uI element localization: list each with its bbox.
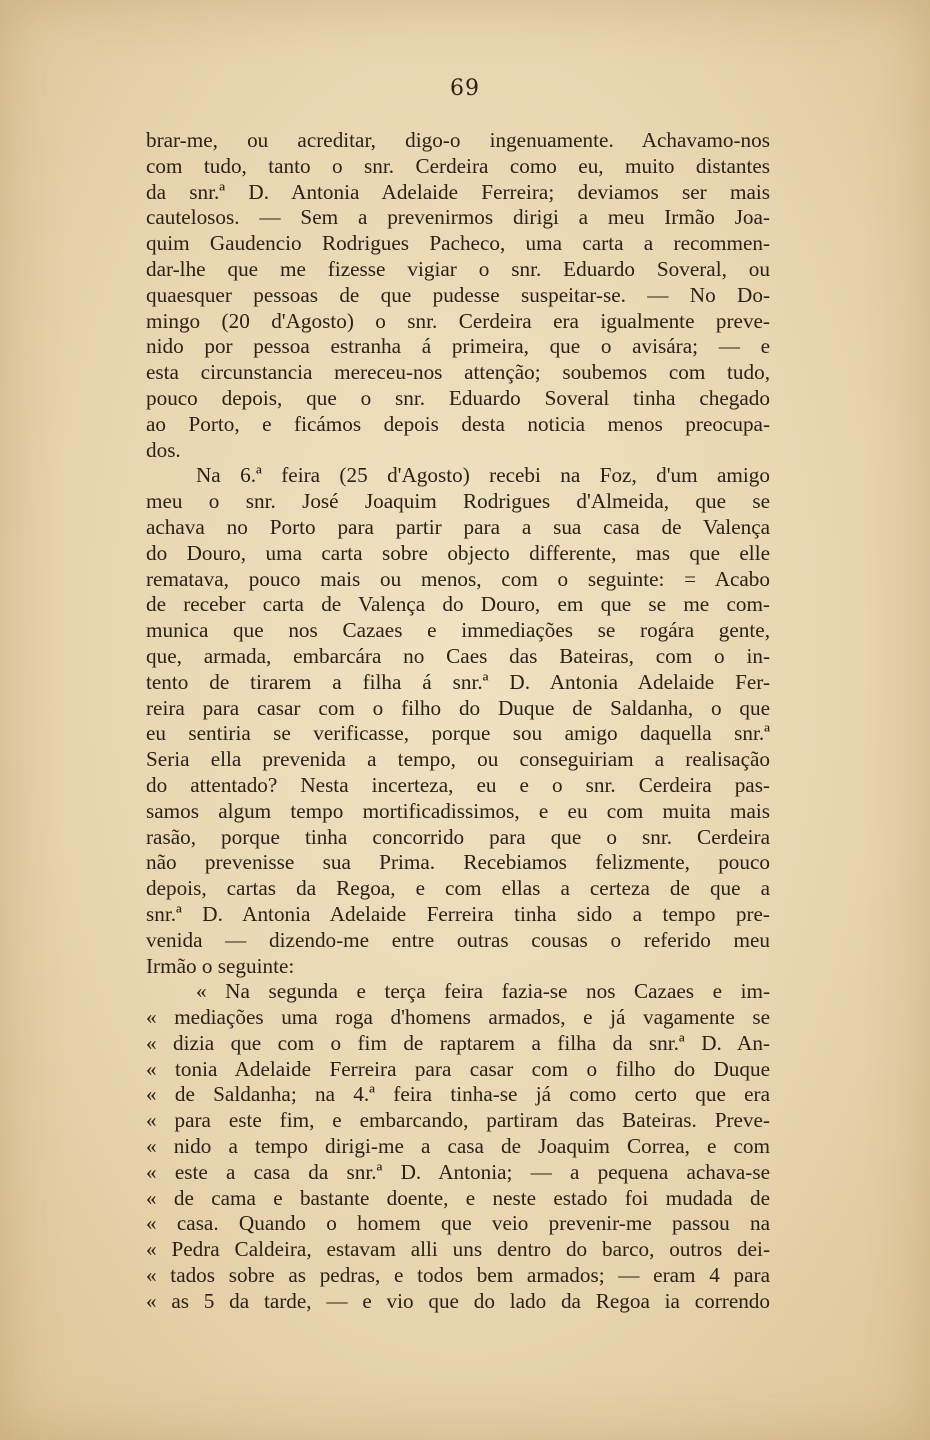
- text-line: ao Porto, e ficámos depois desta noticia menos preocupa-: [146, 411, 770, 436]
- text-line: « Na segunda e terça feira fazia-se nos Cazaes e im-: [196, 979, 770, 1004]
- text-line: esta circunstancia mereceu-nos attenção; soubemos com tudo,: [146, 360, 770, 385]
- text-line: « de cama e bastante doente, e neste estado foi mudada de: [146, 1185, 770, 1210]
- text-line: Irmão o seguinte:: [146, 953, 295, 978]
- page-number: 69: [450, 76, 480, 101]
- text-line: « dizia que com o fim de raptarem a filha da snr.ª D. An-: [146, 1030, 770, 1055]
- text-line: snr.ª D. Antonia Adelaide Ferreira tinha sido a tempo pre-: [146, 901, 770, 926]
- text-line: pouco depois, que o snr. Eduardo Soveral tinha chegado: [146, 385, 770, 410]
- text-line: « Pedra Caldeira, estavam alli uns dentro do barco, outros dei-: [146, 1237, 770, 1262]
- text-line: de receber carta de Valença do Douro, em que se me com-: [146, 592, 770, 617]
- text-line: com tudo, tanto o snr. Cerdeira como eu, muito distantes: [146, 153, 770, 178]
- text-line: venida — dizendo-me entre outras cousas o referido meu: [146, 927, 770, 952]
- text-line: do Douro, uma carta sobre objecto differente, mas que elle: [146, 540, 770, 565]
- text-line: « tonia Adelaide Ferreira para casar com o filho do Duque: [146, 1056, 770, 1081]
- text-line: tento de tirarem a filha á snr.ª D. Antonia Adelaide Fer-: [146, 669, 770, 694]
- text-line: quim Gaudencio Rodrigues Pacheco, uma carta a recommen-: [146, 231, 770, 256]
- text-line: Seria ella prevenida a tempo, ou conseguiriam a realisação: [146, 747, 770, 772]
- text-line: dos.: [146, 437, 181, 462]
- text-line: do attentado? Nesta incerteza, eu e o snr. Cerdeira pas-: [146, 772, 770, 797]
- text-line: munica que nos Cazaes e immediações se rogára gente,: [146, 618, 770, 643]
- body-text: [146, 128, 770, 1315]
- text-line: mingo (20 d'Agosto) o snr. Cerdeira era igualmente preve-: [146, 308, 770, 333]
- text-line: « de Saldanha; na 4.ª feira tinha-se já como certo que era: [146, 1082, 770, 1107]
- text-line: rematava, pouco mais ou menos, com o seguinte: = Acabo: [146, 566, 770, 591]
- text-line: « casa. Quando o homem que veio prevenir-me passou na: [146, 1211, 770, 1236]
- text-line: reira para casar com o filho do Duque de Saldanha, o que: [146, 695, 770, 720]
- text-line: brar-me, ou acreditar, digo-o ingenuamente. Achavamo-nos: [146, 128, 770, 152]
- text-line: Na 6.ª feira (25 d'Agosto) recebi na Foz, d'um amigo: [196, 463, 770, 488]
- text-line: « tados sobre as pedras, e todos bem armados; — eram 4 para: [146, 1263, 770, 1288]
- text-line: que, armada, embarcára no Caes das Bateiras, com o in-: [146, 643, 770, 668]
- text-line: nido por pessoa estranha á primeira, que o avisára; — e: [146, 334, 770, 359]
- text-line: meu o snr. José Joaquim Rodrigues d'Almeida, que se: [146, 489, 770, 514]
- text-line: cautelosos. — Sem a prevenirmos dirigi a meu Irmão Joa-: [146, 205, 770, 230]
- text-line: rasão, porque tinha concorrido para que o snr. Cerdeira: [146, 824, 770, 849]
- text-line: da snr.ª D. Antonia Adelaide Ferreira; deviamos ser mais: [146, 179, 770, 204]
- text-line: eu sentiria se verificasse, porque sou amigo daquella snr.ª: [146, 721, 770, 746]
- text-line: « mediações uma roga d'homens armados, e já vagamente se: [146, 1005, 770, 1030]
- text-line: depois, cartas da Regoa, e com ellas a certeza de que a: [146, 876, 770, 901]
- text-line: samos algum tempo mortificadissimos, e eu com muita mais: [146, 798, 770, 823]
- text-line: achava no Porto para partir para a sua casa de Valença: [146, 514, 770, 539]
- text-line: quaesquer pessoas de que pudesse suspeitar-se. — No Do-: [146, 282, 770, 307]
- text-line: dar-lhe que me fizesse vigiar o snr. Eduardo Soveral, ou: [146, 256, 770, 281]
- text-line: « este a casa da snr.ª D. Antonia; — a pequena achava-se: [146, 1159, 770, 1184]
- text-line: « para este fim, e embarcando, partiram das Bateiras. Preve-: [146, 1108, 770, 1133]
- text-line: « nido a tempo dirigi-me a casa de Joaquim Correa, e com: [146, 1134, 770, 1159]
- text-line: não prevenisse sua Prima. Recebiamos felizmente, pouco: [146, 850, 770, 875]
- text-line: « as 5 da tarde, — e vio que do lado da Regoa ia correndo: [146, 1288, 770, 1313]
